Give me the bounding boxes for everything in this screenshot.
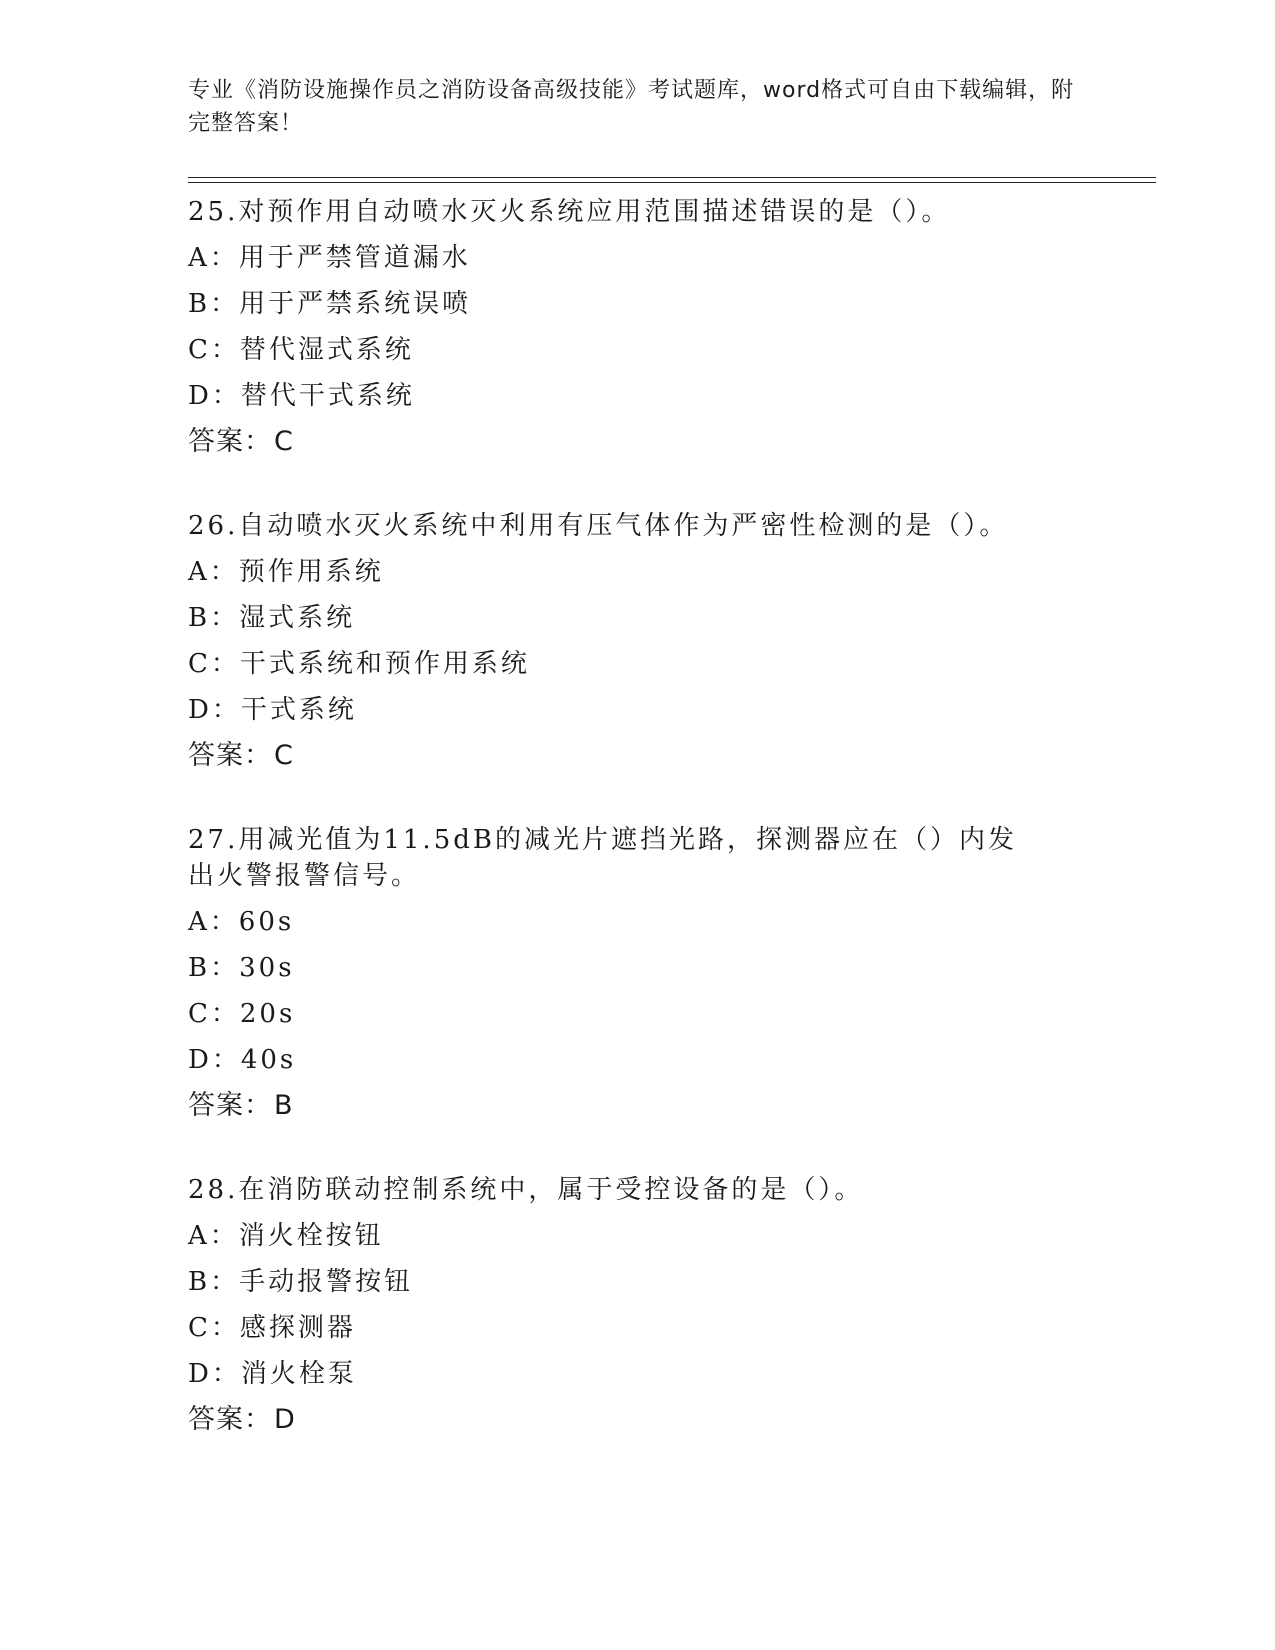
option-d: D：替代干式系统: [188, 381, 415, 411]
option-a: A：60s: [188, 907, 295, 937]
option-d: D：40s: [188, 1045, 297, 1075]
question-stem: 25.对预作用自动喷水灭火系统应用范围描述错误的是（）。: [188, 197, 951, 227]
answer-line: [188, 424, 1088, 460]
option-c: C：干式系统和预作用系统: [188, 649, 530, 679]
option-a: A：预作用系统: [188, 557, 384, 587]
answer-label: 答案：: [188, 740, 272, 771]
header-divider-bottom: [188, 182, 1156, 183]
question-block: [188, 818, 1088, 1124]
answer-line: [188, 1088, 1088, 1124]
document-header: 专业《消防设施操作员之消防设备高级技能》考试题库，word格式可自由下载编辑，附完整答案！: [188, 78, 1075, 136]
option-c: C：感探测器: [188, 1313, 356, 1343]
option-b: B：湿式系统: [188, 603, 356, 633]
answer-line: [188, 738, 1088, 774]
option-a: A：用于严禁管道漏水: [188, 243, 471, 273]
header-divider-top: [188, 177, 1156, 178]
option-b: B：手动报警按钮: [188, 1267, 414, 1297]
question-block: [188, 190, 1088, 460]
question-stem: 26.自动喷水灭火系统中利用有压气体作为严密性检测的是（）。: [188, 511, 1009, 541]
option-a: A：消火栓按钮: [188, 1221, 384, 1251]
answer-value: C: [274, 740, 294, 771]
answer-value: B: [274, 1090, 294, 1121]
option-b: B：30s: [188, 953, 295, 983]
question-block: [188, 1168, 1088, 1438]
answer-label: 答案：: [188, 426, 272, 457]
option-c: C：20s: [188, 999, 296, 1029]
option-c: C：替代湿式系统: [188, 335, 414, 365]
answer-label: 答案：: [188, 1090, 272, 1121]
option-d: D：干式系统: [188, 695, 357, 725]
option-d: D：消火栓泵: [188, 1359, 357, 1389]
question-stem: 28.在消防联动控制系统中，属于受控设备的是（）。: [188, 1175, 864, 1205]
answer-value: C: [274, 426, 294, 457]
question-list: [188, 190, 1088, 1482]
answer-label: 答案：: [188, 1404, 272, 1435]
question-stem: 27.用减光值为11.5dB的减光片遮挡光路，探测器应在（）内发出火警报警信号。: [188, 825, 1017, 891]
answer-value: D: [274, 1404, 296, 1435]
option-b: B：用于严禁系统误喷: [188, 289, 472, 319]
question-block: [188, 504, 1088, 774]
answer-line: [188, 1402, 1088, 1438]
